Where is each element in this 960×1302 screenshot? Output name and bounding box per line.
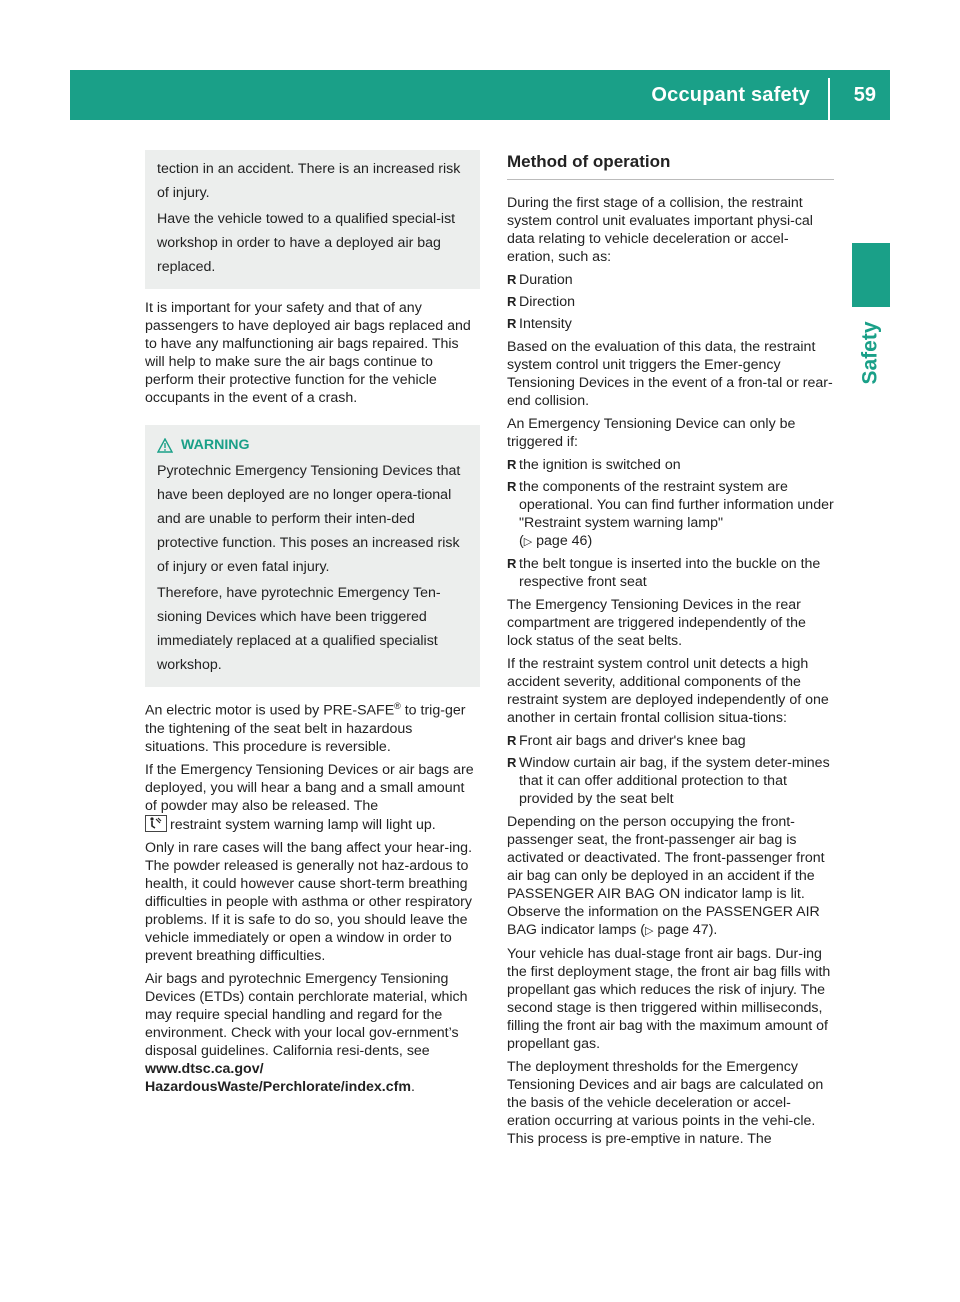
paragraph-deployment: If the Emergency Tensioning Devices or air bags are deployed, you will hear a bang and a small amount of powder may also be released. The restraint system warning lamp will light up. [145,761,474,833]
header-divider [828,78,830,120]
warning-title: WARNING [181,437,250,453]
paragraph: The Emergency Tensioning Devices in the rear compartment are triggered independently of the lock status of the seat belts. [507,597,806,649]
section-title-header: Occupant safety [651,84,810,106]
paragraph: Depending on the person occupying the front-passenger seat, the front-passenger air bag is activated or deactivated. The front-passenger front air bag can only be deployed in an accident if the PASSENGER AIR BAG ON indicator lamp is lit. Observe the information on the PASSENGER AIR BAG indicator lamps (▷ page 47). [507,814,825,938]
chapter-tab [852,243,890,307]
list-item: R Duration [507,271,834,289]
chapter-label [838,320,904,386]
warning-heading [157,433,468,457]
continued-warning-box [145,150,480,289]
paragraph: An Emergency Tensioning Device can only be triggered if: [507,416,796,450]
paragraph: Your vehicle has dual-stage front air bags. Dur-ing the first deployment stage, the front air bag fills with propellant gas which reduces the risk of injury. The second stage is then triggered within milliseconds, filling the front air bag with the maximum amount of propellant gas. [507,946,831,1052]
right-column [507,150,834,1153]
box-text-2: Have the vehicle towed to a qualified special-ist workshop in order to have a deployed air bag replaced. [157,211,456,275]
page-ref-arrow-icon: ▷ [523,536,533,548]
page-number: 59 [853,84,876,106]
warning-triangle-icon [157,438,173,453]
paragraph: During the first stage of a collision, the restraint system control unit evaluates important physi-cal data relating to vehicle deceleration or accel-eration, such as: [507,195,813,265]
paragraph: If the restraint system control unit detects a high accident severity, additional components of the restraint system are deployed independently of one another in certain frontal collision situa-tions: [507,656,829,726]
list-item: R Window curtain air bag, if the system deter-mines that it can offer additional protection to that provided by the seat belt [507,754,834,808]
paragraph-pre-safe: An electric motor is used by PRE-SAFE® to trig-ger the tightening of the seat belt in hazardous situations. This procedure is reversible. [145,701,466,755]
warning-box [145,425,480,687]
list-item: R Intensity [507,315,834,333]
bullet-list [507,271,834,333]
paragraph: Based on the evaluation of this data, the restraint system control unit triggers the Emer-gency Tensioning Devices in the event of a fron-tal or rear-end collision. [507,339,833,409]
warning-text-2: Therefore, have pyrotechnic Emergency Ten-sioning Devices which have been triggered immediately replaced at a qualified specialist workshop. [157,585,441,673]
bullet-list [507,456,834,591]
left-column [145,150,480,1101]
paragraph: The deployment thresholds for the Emergency Tensioning Devices and air bags are calculated on the basis of the vehicle deceleration or accel-eration occurring at various points in the vehi-cle. This process is pre-emptive in nature. The [507,1059,824,1147]
list-item: R Front air bags and driver's knee bag [507,732,834,750]
list-item: R the belt tongue is inserted into the buckle on the respective front seat [507,555,834,591]
header-bar [70,70,890,120]
paragraph-perchlorate: Air bags and pyrotechnic Emergency Tensioning Devices (ETDs) contain perchlorate material, which may require special handling and regard for the environment. Check with your local gov-ernment’s disposal guidelines. California resi-dents, see www.dtsc.ca.gov/ HazardousWaste/Perchlorate/index.cfm. [145,970,468,1095]
page-ref-link[interactable]: page 46) [536,533,593,549]
warning-text-1: Pyrotechnic Emergency Tensioning Devices that have been deployed are no longer opera-tional and are unable to perform their inten-ded protective function. This poses an increased risk of injury or even fatal injury. [157,463,461,575]
paragraph-health: Only in rare cases will the bang affect your hear-ing. The powder released is generally not haz-ardous to health, it could however cause short-term breathing difficulties in people with asthma or other respiratory problems. If it is safe to do so, you should leave the vehicle immediately or open a window in order to prevent breathing difficulties. [145,839,473,964]
chapter-label-text: Safety [859,321,882,385]
list-item: R Direction [507,293,834,311]
list-item: R the components of the restraint system are operational. You can find further information under "Restraint system warning lamp" (▷ page 46) [507,478,834,551]
registered-mark: ® [394,701,401,711]
page-ref-link[interactable]: page 47). [657,922,718,938]
restraint-system-lamp-icon [145,815,167,832]
list-item: R the ignition is switched on [507,456,834,474]
paragraph: It is important for your safety and that of any passengers to have deployed air bags replaced and to have any malfunctioning air bags repaired. This will help to make sure the air bags continue to perform their protective function for the vehicle occupants in the event of a crash. [145,300,471,406]
dtsc-link[interactable]: www.dtsc.ca.gov/ HazardousWaste/Perchlorate/index.cfm [145,1060,411,1095]
bullet-list [507,732,834,808]
page-ref-arrow-icon: ▷ [644,925,654,937]
section-heading: Method of operation [507,150,834,180]
box-text-1: tection in an accident. There is an increased risk of injury. [157,161,461,201]
